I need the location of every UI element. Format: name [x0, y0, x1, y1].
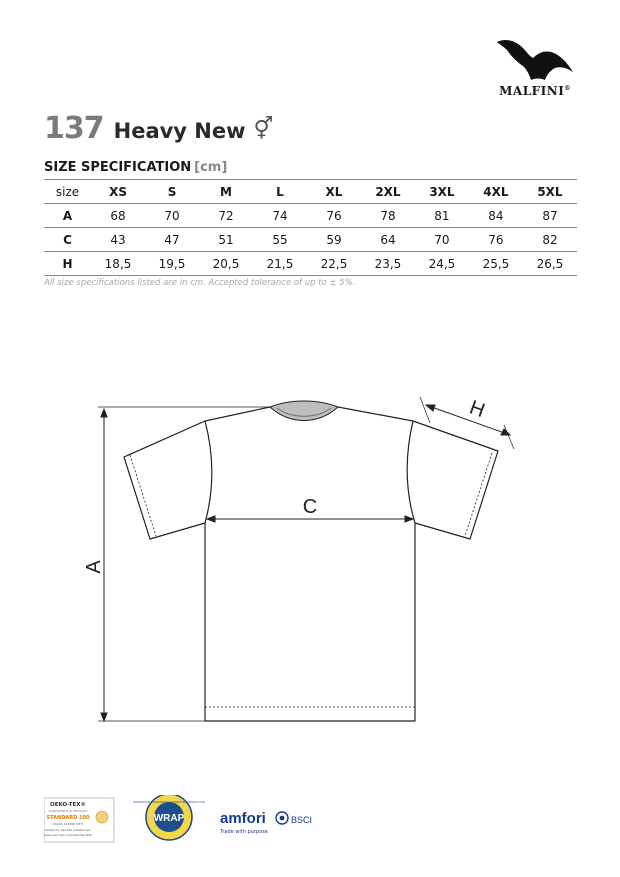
svg-text:Tested for harmful substances.: Tested for harmful substances. [44, 828, 92, 832]
svg-text:WORLDWIDE RESPONSIBLE ACCREDIT: WORLDWIDE RESPONSIBLE ACCREDITED PRODUCTION [133, 801, 205, 804]
size-col: 4XL [469, 180, 523, 204]
svg-text:OEKO-TEX®: OEKO-TEX® [50, 802, 86, 808]
table-cell: 82 [523, 228, 577, 252]
product-title [44, 111, 273, 146]
size-col: 3XL [415, 180, 469, 204]
table-cell: 22,5 [307, 252, 361, 276]
wrap-logo [133, 795, 204, 840]
table-cell: 21,5 [253, 252, 307, 276]
eagle-icon [495, 34, 575, 84]
size-col: XL [307, 180, 361, 204]
table-cell: 87 [523, 204, 577, 228]
label-h: H [466, 396, 488, 423]
certification-logos [44, 795, 344, 845]
size-col: XS [91, 180, 145, 204]
svg-text:www.oeko-tex.com/standard100: www.oeko-tex.com/standard100 [44, 833, 93, 837]
label-a: A [83, 560, 105, 574]
collar-rib [270, 401, 338, 421]
table-cell: 20,5 [199, 252, 253, 276]
table-cell: 70 [415, 228, 469, 252]
svg-text:CONFIDENCE IN TEXTILES: CONFIDENCE IN TEXTILES [48, 809, 88, 813]
left-armhole [205, 421, 212, 523]
table-row [44, 228, 577, 252]
brand-name: MALFINI® [499, 84, 571, 98]
label-c: C [302, 496, 318, 518]
table-cell: 25,5 [469, 252, 523, 276]
table-cell: 47 [145, 228, 199, 252]
row-label: A [44, 204, 91, 228]
table-cell: 43 [91, 228, 145, 252]
spec-unit: [cm] [194, 160, 228, 175]
table-cell: 18,5 [91, 252, 145, 276]
table-cell: 64 [361, 228, 415, 252]
table-cell: 51 [199, 228, 253, 252]
male-female-icon: ⚥ [253, 117, 274, 142]
product-name: Heavy New [113, 119, 246, 143]
row-label: H [44, 252, 91, 276]
table-cell: 26,5 [523, 252, 577, 276]
brand-logo [490, 34, 580, 98]
flower-icon [96, 811, 108, 823]
table-cell: 59 [307, 228, 361, 252]
table-cell: 84 [469, 204, 523, 228]
size-header-row [44, 180, 577, 204]
table-cell: 23,5 [361, 252, 415, 276]
size-table [44, 179, 577, 276]
table-cell: 55 [253, 228, 307, 252]
oeko-tex-logo [44, 798, 114, 842]
product-code: 137 [44, 111, 104, 146]
size-col: S [145, 180, 199, 204]
table-cell: 78 [361, 204, 415, 228]
table-cell: 81 [415, 204, 469, 228]
svg-text:WRAP: WRAP [153, 813, 185, 824]
table-cell: 19,5 [145, 252, 199, 276]
size-col: M [199, 180, 253, 204]
row-label: C [44, 228, 91, 252]
table-row [44, 204, 577, 228]
svg-text:BSCI: BSCI [291, 815, 313, 825]
table-row [44, 252, 577, 276]
svg-text:amfori: amfori [220, 810, 266, 827]
size-col: 5XL [523, 180, 577, 204]
table-cell: 68 [91, 204, 145, 228]
svg-text:STANDARD 100: STANDARD 100 [46, 815, 90, 821]
svg-text:Trade with purpose: Trade with purpose [220, 829, 268, 835]
tolerance-note: All size specifications listed are in cm. Accepted tolerance of up to ± 5%. [44, 278, 356, 288]
table-cell: 24,5 [415, 252, 469, 276]
table-cell: 76 [307, 204, 361, 228]
size-col: L [253, 180, 307, 204]
table-cell: 76 [469, 228, 523, 252]
table-cell: 72 [199, 204, 253, 228]
tshirt-outline [124, 407, 498, 721]
table-cell: 74 [253, 204, 307, 228]
spec-heading: SIZE SPECIFICATION [cm] [44, 160, 228, 175]
amfori-bsci-logo [219, 810, 312, 835]
table-cell: 70 [145, 204, 199, 228]
svg-text:9920A 123456 OETI: 9920A 123456 OETI [52, 822, 84, 826]
right-armhole [407, 421, 415, 523]
size-header-label: size [44, 180, 91, 204]
tshirt-diagram [80, 395, 520, 730]
size-col: 2XL [361, 180, 415, 204]
